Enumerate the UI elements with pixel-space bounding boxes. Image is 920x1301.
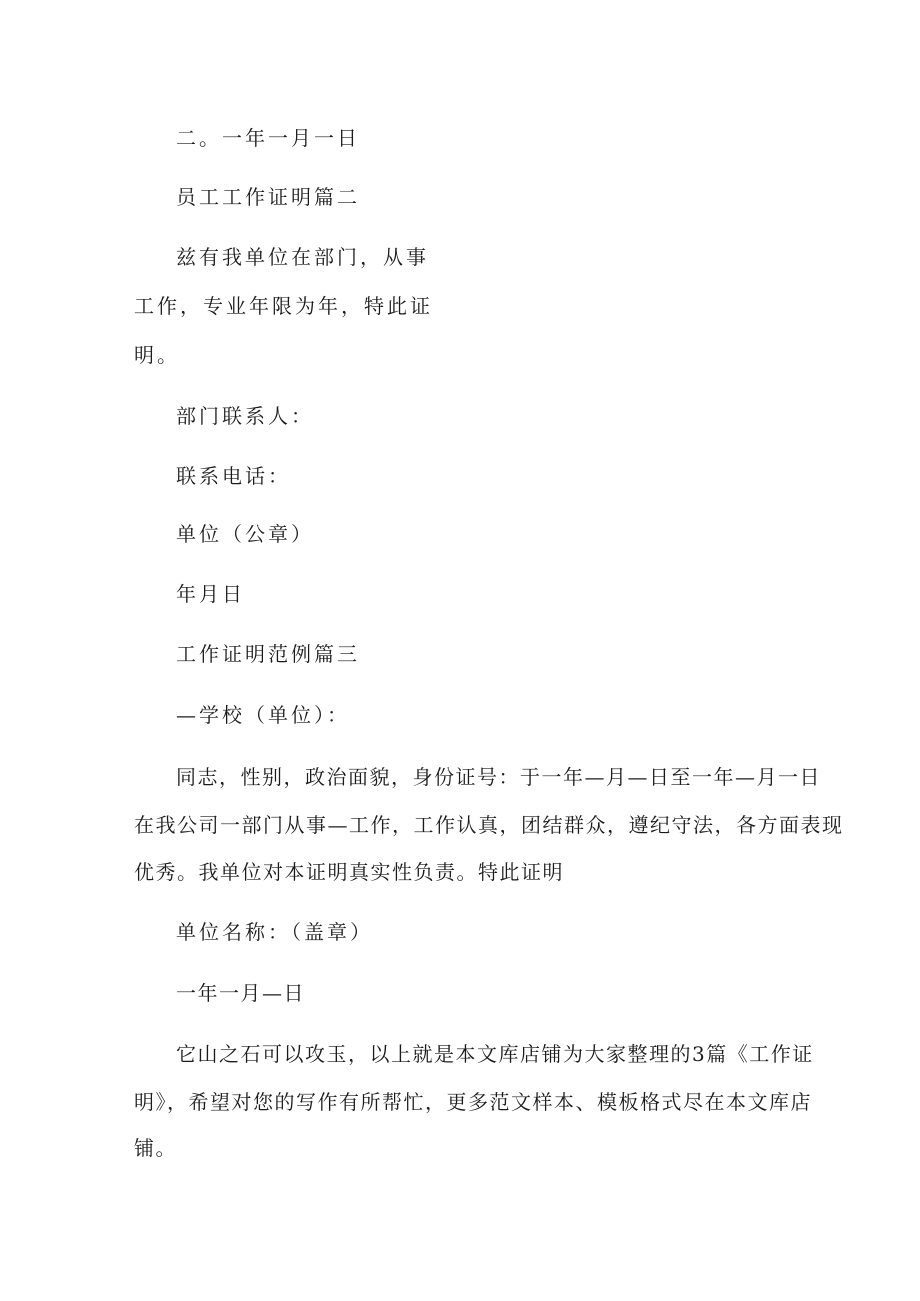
paragraph-line: 优秀。我单位对本证明真实性负责。特此证明 [134, 860, 564, 884]
date-line-1: 二。一年一月一日 [176, 126, 360, 150]
paragraph-line: 工作，专业年限为年，特此证 [134, 294, 433, 318]
closing-line: 它山之石可以攻玉，以上就是本文库店铺为大家整理的3篇《工作证 [176, 1042, 814, 1066]
paragraph-line: 兹有我单位在部门，从事 [176, 245, 429, 269]
heading-part-2: 员工工作证明篇二 [176, 185, 360, 209]
contact-person-line: 部门联系人： [176, 404, 314, 428]
paragraph-line: 在我公司一部门从事—工作，工作认真，团结群众，遵纪守法，各方面表现 [134, 813, 844, 837]
company-seal-line: 单位名称：（盖章） [176, 920, 373, 944]
paragraph-line: 同志，性别，政治面貌，身份证号：于一年—月—日至一年—月一日 [176, 765, 821, 789]
seal-line: 单位（公章） [176, 522, 314, 546]
date-line-3: 一年一月—日 [176, 981, 305, 1005]
closing-line: 明》，希望对您的写作有所帮忙，更多范文样本、模板格式尽在本文库店 [134, 1090, 812, 1114]
recipient-line: —学校（单位）： [176, 703, 350, 727]
date-line-2: 年月日 [176, 582, 245, 606]
heading-part-3: 工作证明范例篇三 [176, 642, 360, 666]
paragraph-line: 明。 [134, 343, 180, 367]
contact-phone-line: 联系电话： [176, 464, 291, 488]
closing-line: 铺。 [134, 1136, 177, 1160]
